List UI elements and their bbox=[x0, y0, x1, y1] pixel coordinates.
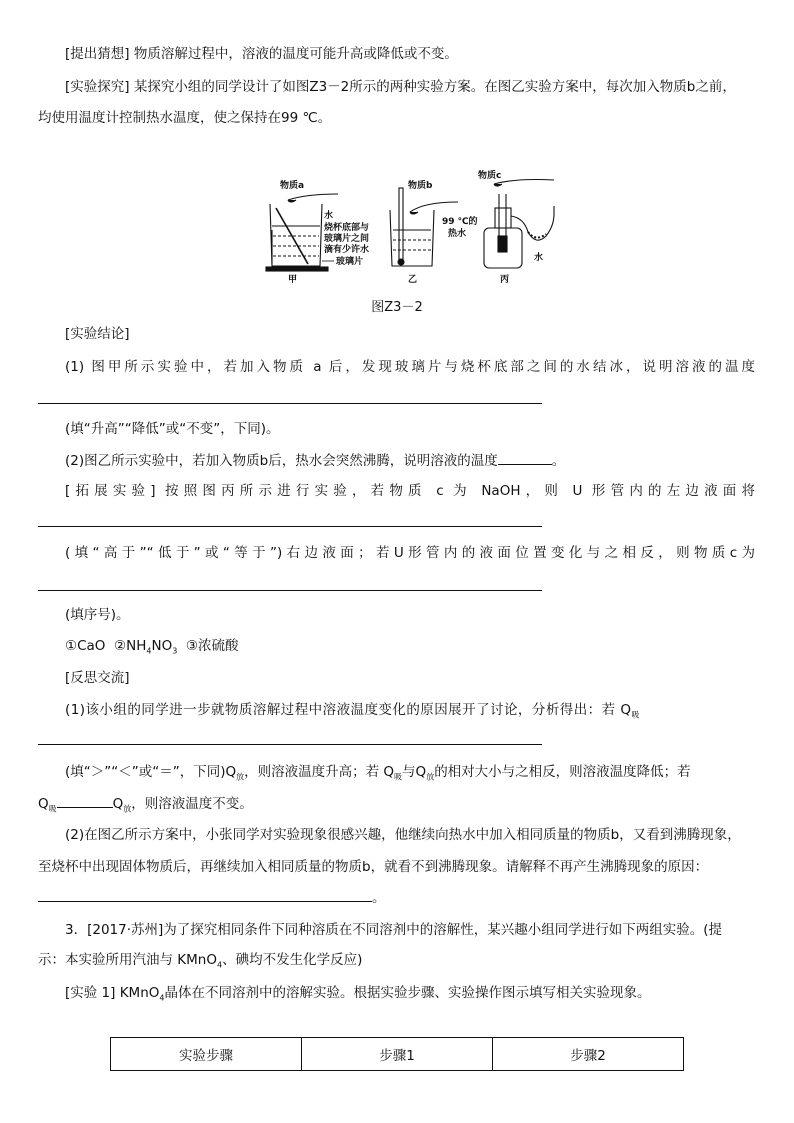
conclusion-heading: [实验结论] bbox=[65, 326, 130, 342]
label-water-jia: 水 bbox=[324, 211, 334, 221]
answer-blank-1[interactable] bbox=[38, 403, 542, 404]
answer-blank-7[interactable] bbox=[38, 887, 372, 902]
answer-blank-4[interactable] bbox=[38, 590, 542, 591]
table-header-steps: 实验步骤 bbox=[111, 1038, 302, 1071]
reflection-2-answer: 。 bbox=[38, 887, 386, 908]
table-row bbox=[111, 1038, 684, 1071]
table-header-step1: 步骤1 bbox=[302, 1038, 493, 1071]
experiment-1-intro: [实验 1] KMnO$_4$晶体在不同溶剂中的溶解实验。根据实验步骤、实验操作图示填写相关实验现象。 bbox=[65, 985, 651, 1003]
label-substance-c: 物质c bbox=[478, 171, 502, 181]
conclusion-1-text: (1) 图甲所示实验中，若加入物质 a 后，发现玻璃片与烧杯底部之间的水结冰，说明溶液的温度 bbox=[65, 359, 755, 375]
bottle-bing-drawing bbox=[484, 180, 554, 269]
steps-table bbox=[110, 1037, 684, 1071]
extension-fill-hint: (填序号)。 bbox=[65, 607, 130, 623]
options-line bbox=[65, 636, 239, 662]
experiment-intro-line2: 均使用温度计控制热水温度，使之保持在99 ℃。 bbox=[38, 110, 332, 126]
option-cao: ①CaO bbox=[65, 638, 106, 654]
label-substance-b: 物质b bbox=[408, 181, 433, 191]
hypothesis-paragraph: [提出猜想] 物质溶解过程中，溶液的温度可能升高或降低或不变。 bbox=[65, 46, 458, 62]
option-nh4no3: $②NH_4NO_3$ bbox=[114, 638, 178, 656]
table-header-step2: 步骤2 bbox=[493, 1038, 684, 1071]
label-yi: 乙 bbox=[408, 275, 418, 285]
question-3-line2: 示：本实验所用汽油与 KMnO$_4$、碘均不发生化学反应) bbox=[38, 952, 363, 970]
reflection-1-hint: (填“＞”“＜”或“＝”，下同)$Q_放$，则溶液温度升高；若 $Q_吸$与$Q_放$的相对大小与之相反，则溶液温度降低；若 bbox=[65, 764, 691, 782]
label-water-bing: 水 bbox=[534, 253, 544, 263]
experiment-intro-line1: [实验探究] 某探究小组的同学设计了如图Z3－2所示的两种实验方案。在图乙实验方案中，每次加入物质b之前， bbox=[65, 79, 736, 95]
reflection-1-text: (1)该小组的同学进一步就物质溶解过程中溶液温度变化的原因展开了讨论，分析得出：若 Q bbox=[65, 702, 632, 718]
conclusion-2 bbox=[65, 450, 565, 471]
answer-blank-3[interactable] bbox=[38, 526, 542, 527]
extension-hint: (填“高于”“低于”或“等于”)右边液面；若U形管内的液面位置变化与之相反，则物质c为 bbox=[65, 545, 755, 561]
option-sulfuric-acid: ③浓硫酸 bbox=[185, 638, 239, 654]
label-hot-water-line2: 热水 bbox=[448, 229, 467, 239]
reflection-heading: [反思交流] bbox=[65, 670, 130, 686]
conclusion-2-text: (2)图乙所示实验中，若加入物质b后，热水会突然沸腾，说明溶液的温度 bbox=[65, 453, 498, 469]
reflection-1-equal: $Q_吸$ $Q_放$，则溶液温度不变。 bbox=[38, 793, 253, 820]
figure-caption: 图Z3－2 bbox=[371, 300, 423, 315]
beaker-yi-drawing bbox=[390, 188, 458, 266]
answer-blank-2[interactable] bbox=[498, 450, 552, 465]
label-note-line3: 滴有少许水 bbox=[324, 245, 370, 255]
label-substance-a: 物质a bbox=[280, 181, 305, 191]
conclusion-2-end: 。 bbox=[551, 453, 566, 469]
label-note-line1: 烧杯底部与 bbox=[324, 223, 370, 233]
label-jia: 甲 bbox=[288, 275, 298, 285]
extension-text: [拓展实验] 按照图丙所示进行实验，若物质 c 为 NaOH，则 U 形管内的左边液面将 bbox=[65, 483, 755, 499]
answer-blank-5[interactable] bbox=[38, 744, 542, 745]
answer-blank-6[interactable] bbox=[57, 793, 113, 808]
experiment-figure bbox=[262, 168, 562, 288]
reflection-2-line1: (2)在图乙所示方案中，小张同学对实验现象很感兴趣，他继续向热水中加入相同质量的物质b，又看到沸腾现象， bbox=[65, 827, 741, 843]
question-3-line1: 3．[2017·苏州]为了探究相同条件下同种溶质在不同溶剂中的溶解性，某兴趣小组同学进行如下两组实验。(提 bbox=[65, 922, 723, 938]
label-note-line2: 玻璃片之间 bbox=[324, 234, 370, 244]
reflection-1: (1)该小组的同学进一步就物质溶解过程中溶液温度变化的原因展开了讨论，分析得出：若 $Q_吸$ bbox=[65, 702, 640, 720]
conclusion-1-hint: (填“升高”“降低”或“不变”，下同)。 bbox=[65, 421, 280, 437]
label-bing: 丙 bbox=[500, 275, 510, 285]
label-hot-water-line1: 99 ℃的 bbox=[442, 217, 478, 227]
reflection-2-line2: 至烧杯中出现固体物质后，再继续加入相同质量的物质b，就看不到沸腾现象。请解释不再产生沸腾现象的原因： bbox=[38, 859, 709, 875]
label-glass-slide: 玻璃片 bbox=[336, 257, 364, 267]
